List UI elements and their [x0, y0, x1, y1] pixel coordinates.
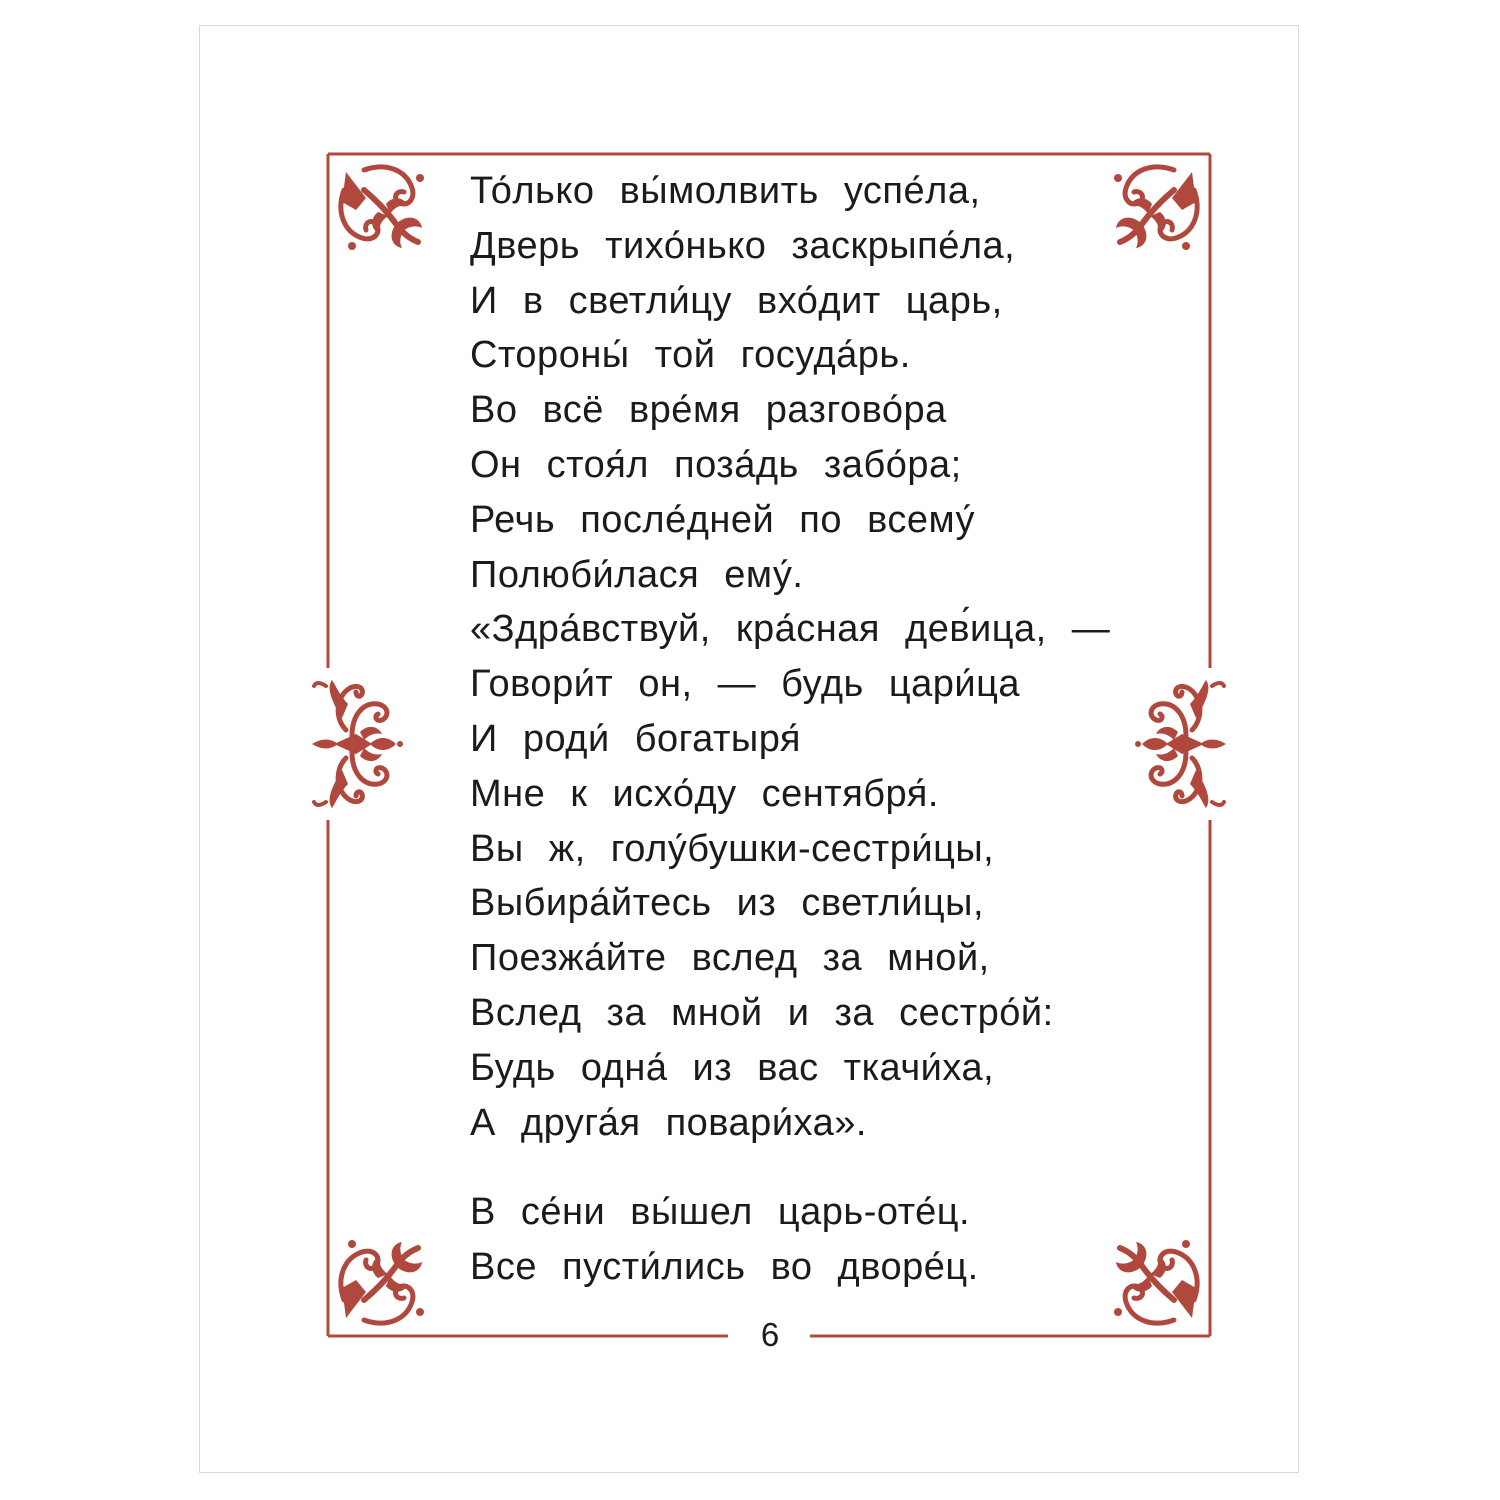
poem-stanza-1 [470, 164, 1110, 1150]
verse-line: Поезжа́йте вслед за мной, [470, 937, 990, 980]
flourish-ornament-icon [341, 167, 424, 250]
fleur-ornament-icon [1135, 680, 1226, 808]
verse-line: Выбира́йтесь из светли́цы, [470, 882, 985, 925]
verse-line: В се́ни вы́шел царь-оте́ц. [470, 1191, 971, 1233]
verse-line: Полюби́лася ему́. [470, 553, 804, 596]
verse-line: Вы ж, голу́бушки-сестри́цы, [470, 827, 995, 870]
verse-line: Все пусти́лись во дворе́ц. [470, 1245, 979, 1288]
verse-line: Речь после́дней по всему́ [470, 498, 976, 541]
verse-line: Он стоя́л поза́дь забо́ра; [470, 443, 962, 486]
verse-line: Говори́т он, — будь цари́ца [470, 663, 1021, 706]
verse-line: И роди́ богатыря́ [470, 717, 801, 760]
flourish-ornament-icon [1114, 1240, 1197, 1323]
verse-line: То́лько вы́молвить успе́ла, [470, 170, 981, 212]
verse-line: Мне к исхо́ду сентября́. [470, 772, 939, 815]
page-number: 6 [760, 1316, 780, 1353]
verse-line: Во всё вре́мя разгово́ра [470, 389, 947, 432]
verse-line: Будь одна́ из вас ткачи́ха, [470, 1046, 995, 1089]
verse-line: «Здра́вствуй, кра́сная дев́ица, — [470, 608, 1111, 651]
verse-line: Вслед за мной и за сестро́й: [470, 991, 1054, 1034]
poem-stanza-2 [470, 1185, 979, 1295]
verse-line: И в светли́цу вхо́дит царь, [470, 279, 1003, 322]
flourish-ornament-icon [341, 1240, 424, 1323]
verse-line: Дверь тихо́нько заскрыпе́ла, [470, 224, 1016, 267]
verse-line: А друга́я повари́ха». [470, 1101, 867, 1144]
flourish-ornament-icon [1114, 167, 1197, 250]
verse-line: Стороны́ той госуда́рь. [470, 334, 911, 377]
fleur-ornament-icon [312, 680, 403, 808]
